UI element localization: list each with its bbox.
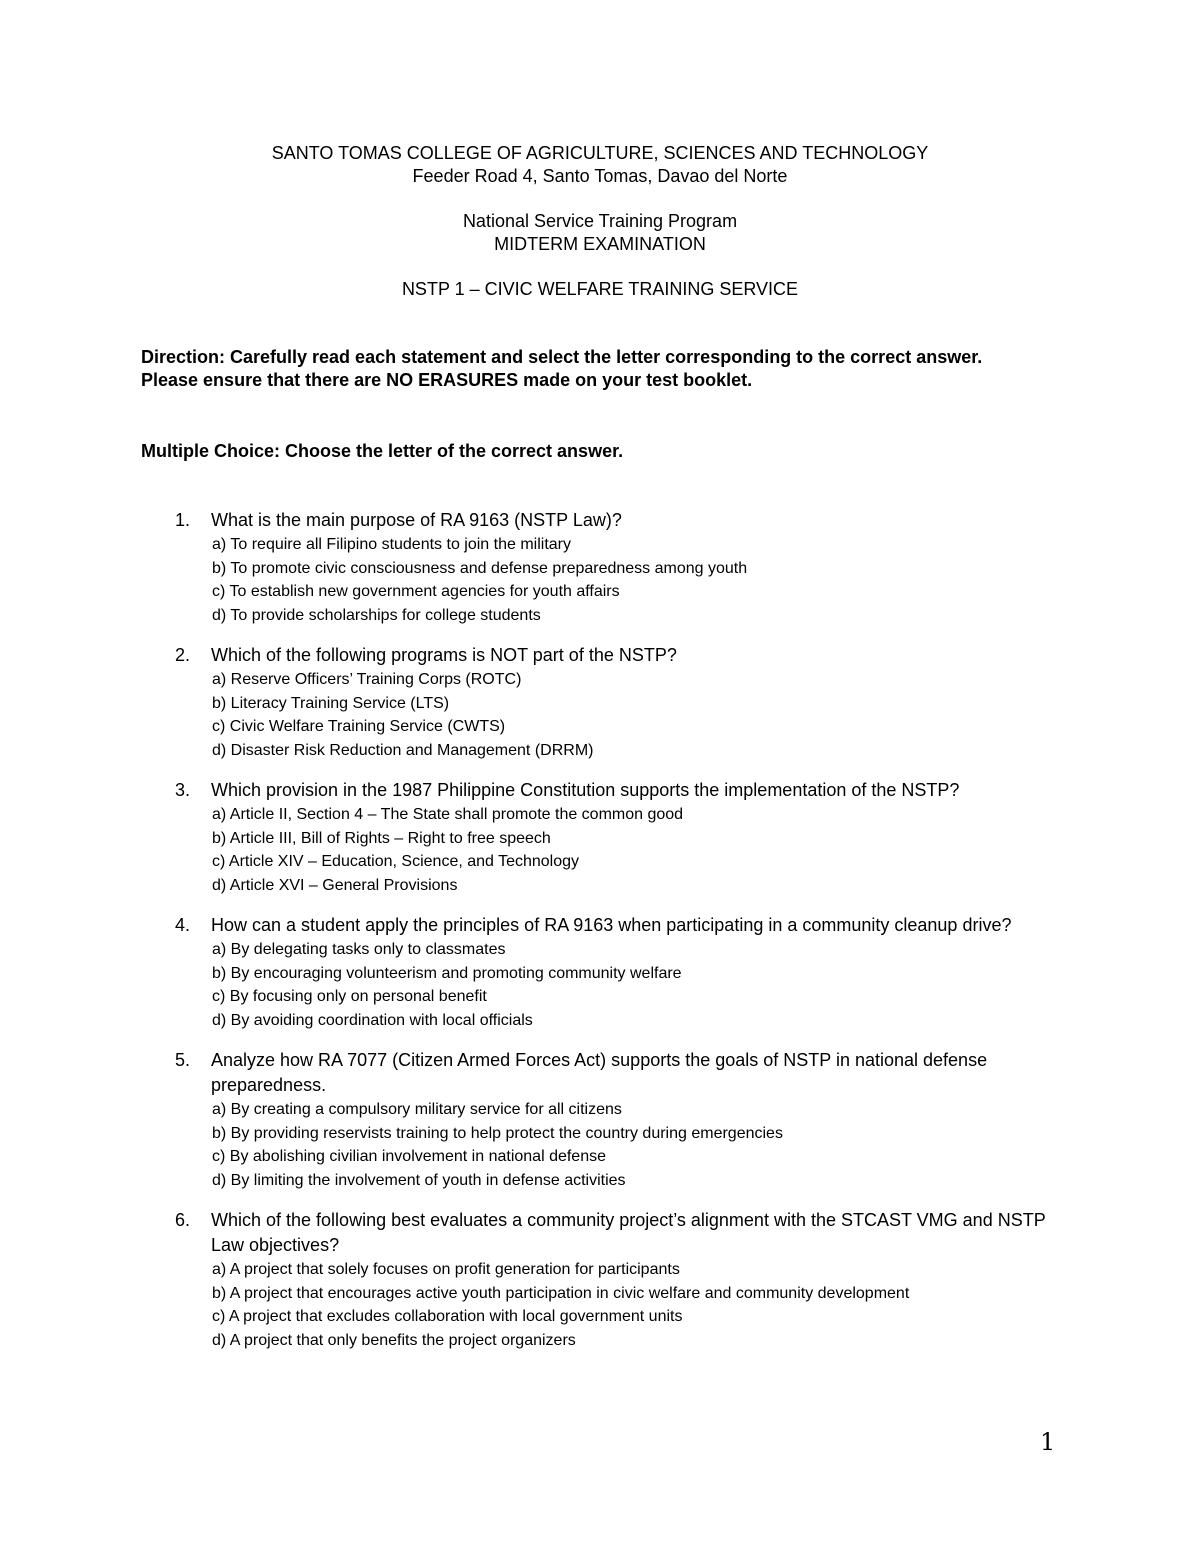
question-number: 5. bbox=[175, 1050, 191, 1070]
choice-c: c) A project that excludes collaboration with local government units bbox=[212, 1308, 683, 1325]
choice-d: d) Article XVI – General Provisions bbox=[212, 876, 458, 894]
choice-b: b) Article III, Bill of Rights – Right to free speech bbox=[212, 829, 551, 847]
question-item bbox=[0, 1048, 1200, 1192]
exam-type: MIDTERM EXAMINATION bbox=[494, 234, 706, 254]
choice-d: d) A project that only benefits the project organizers bbox=[212, 1331, 576, 1349]
question-text: How can a student apply the principles of RA 9163 when participating in a community cleanup drive? bbox=[211, 915, 1012, 935]
question-number: 6. bbox=[175, 1210, 191, 1230]
choice-a: a) A project that solely focuses on profit generation for participants bbox=[212, 1261, 680, 1278]
question-list bbox=[0, 508, 1200, 1368]
direction-line-1: Direction: Carefully read each statement and select the letter corresponding to the correct answer. bbox=[141, 347, 983, 367]
choice-c: c) Article XIV – Education, Science, and Technology bbox=[212, 853, 580, 870]
choice-b: b) By providing reservists training to help protect the country during emergencies bbox=[212, 1124, 783, 1142]
section-title: Multiple Choice: Choose the letter of the correct answer. bbox=[141, 441, 624, 461]
choice-b: b) By encouraging volunteerism and promoting community welfare bbox=[212, 964, 682, 982]
question-text: Analyze how RA 7077 (Citizen Armed Forces Act) supports the goals of NSTP in national defense preparedness. bbox=[211, 1050, 988, 1095]
choice-d: d) Disaster Risk Reduction and Management (DRRM) bbox=[212, 741, 594, 759]
choice-a: a) By delegating tasks only to classmates bbox=[212, 941, 506, 958]
question-text: Which of the following programs is NOT part of the NSTP? bbox=[211, 645, 677, 665]
question-item bbox=[0, 508, 1200, 627]
school-name: SANTO TOMAS COLLEGE OF AGRICULTURE, SCIENCES AND TECHNOLOGY bbox=[271, 143, 929, 163]
direction-text bbox=[141, 346, 1101, 392]
question-number: 3. bbox=[175, 780, 191, 800]
course-title: NSTP 1 – CIVIC WELFARE TRAINING SERVICE bbox=[401, 279, 799, 299]
choice-b: b) A project that encourages active youth participation in civic welfare and community development bbox=[212, 1284, 910, 1302]
choice-a: a) To require all Filipino students to join the military bbox=[212, 536, 571, 553]
question-item bbox=[0, 643, 1200, 762]
question-text: Which of the following best evaluates a community project’s alignment with the STCAST VMG and NSTP Law objectives? bbox=[211, 1210, 1046, 1255]
choice-b: b) Literacy Training Service (LTS) bbox=[212, 694, 450, 712]
choice-a: a) By creating a compulsory military service for all citizens bbox=[212, 1101, 622, 1118]
document-header bbox=[0, 142, 1200, 301]
question-item bbox=[0, 778, 1200, 897]
program-title: National Service Training Program bbox=[462, 211, 738, 231]
question-number: 2. bbox=[175, 645, 191, 665]
choice-d: d) To provide scholarships for college students bbox=[212, 606, 541, 624]
question-text: What is the main purpose of RA 9163 (NSTP Law)? bbox=[211, 510, 622, 530]
choice-d: d) By avoiding coordination with local officials bbox=[212, 1011, 533, 1029]
question-number: 1. bbox=[175, 510, 191, 530]
question-text: Which provision in the 1987 Philippine Constitution supports the implementation of the NSTP? bbox=[211, 780, 960, 800]
question-item bbox=[0, 1208, 1200, 1352]
school-address: Feeder Road 4, Santo Tomas, Davao del Norte bbox=[412, 166, 788, 186]
choice-c: c) To establish new government agencies for youth affairs bbox=[212, 583, 620, 600]
choice-c: c) By focusing only on personal benefit bbox=[212, 988, 487, 1005]
choice-a: a) Article II, Section 4 – The State shall promote the common good bbox=[212, 806, 684, 823]
choice-b: b) To promote civic consciousness and defense preparedness among youth bbox=[212, 559, 748, 577]
choice-a: a) Reserve Officers’ Training Corps (ROTC) bbox=[212, 671, 522, 688]
direction-line-2: Please ensure that there are NO ERASURES made on your test booklet. bbox=[141, 370, 753, 390]
question-item bbox=[0, 913, 1200, 1032]
page-number: 1 bbox=[1040, 1428, 1056, 1456]
choice-d: d) By limiting the involvement of youth in defense activities bbox=[212, 1171, 626, 1189]
question-number: 4. bbox=[175, 915, 191, 935]
choice-c: c) Civic Welfare Training Service (CWTS) bbox=[212, 718, 506, 735]
choice-c: c) By abolishing civilian involvement in national defense bbox=[212, 1148, 606, 1165]
